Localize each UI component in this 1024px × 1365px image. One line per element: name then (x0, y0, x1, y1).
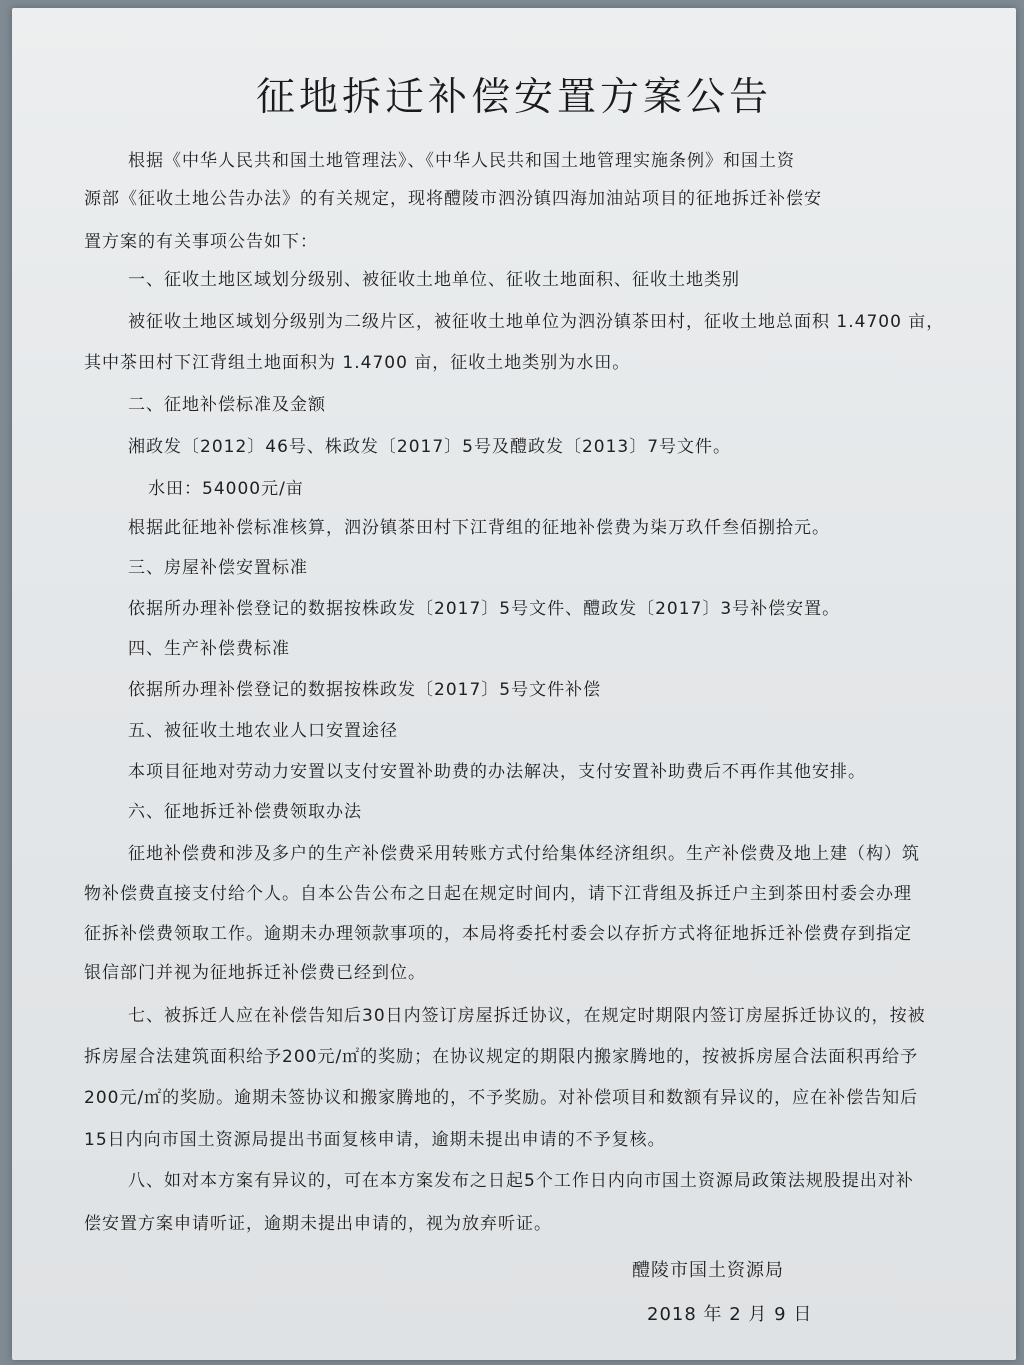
signature-date: 2018 年 2 月 9 日 (647, 1304, 813, 1325)
paragraph-line: 依据所办理补偿登记的数据按株政发〔2017〕5号文件补偿 (128, 680, 602, 700)
paragraph-line: 水田：54000元/亩 (148, 479, 304, 499)
paragraph-line: 依据所办理补偿登记的数据按株政发〔2017〕5号文件、醴政发〔2017〕3号补偿安置。 (128, 599, 841, 619)
paragraph-line: 银信部门并视为征地拆迁补偿费已经到位。 (84, 963, 426, 983)
paragraph-line: 征地补偿费和涉及多户的生产补偿费采用转账方式付给集体经济组织。生产补偿费及地上建（构）筑 (128, 844, 920, 864)
paragraph-line: 物补偿费直接支付给个人。自本公告公布之日起在规定时间内，请下江背组及拆迁户主到茶田村委会办理 (84, 884, 912, 904)
paragraph-line: 湘政发〔2012〕46号、株政发〔2017〕5号及醴政发〔2013〕7号文件。 (128, 437, 732, 457)
paragraph-line: 其中茶田村下江背组土地面积为 1.4700 亩，征收土地类别为水田。 (84, 353, 631, 373)
paragraph-line: 本项目征地对劳动力安置以支付安置补助费的办法解决，支付安置补助费后不再作其他安排。 (128, 762, 866, 782)
document-content (12, 8, 1016, 1360)
section-heading: 六、征地拆迁补偿费领取办法 (128, 802, 362, 822)
paragraph-line: 源部《征收土地公告办法》的有关规定，现将醴陵市泗汾镇四海加油站项目的征地拆迁补偿安 (84, 189, 822, 209)
paragraph-line: 被征收土地区域划分级别为二级片区，被征收土地单位为泗汾镇茶田村，征收土地总面积 1.4700 亩， (128, 312, 945, 332)
section-heading: 八、如对本方案有异议的，可在本方案发布之日起5个工作日内向市国土资源局政策法规股提出对补 (128, 1171, 914, 1191)
section-heading: 一、征收土地区域划分级别、被征收土地单位、征收土地面积、征收土地类别 (128, 270, 740, 290)
section-heading: 三、房屋补偿安置标准 (128, 558, 308, 578)
paragraph-line: 偿安置方案申请听证，逾期未提出申请的，视为放弃听证。 (84, 1214, 552, 1234)
document-title: 征地拆迁补偿安置方案公告 (255, 75, 772, 120)
section-heading: 二、征地补偿标准及金额 (128, 395, 326, 415)
paragraph-line: 15日内向市国土资源局提出书面复核申请，逾期未提出申请的不予复核。 (84, 1130, 666, 1150)
document-paper (12, 8, 1016, 1360)
paragraph-line: 200元/㎡的奖励。逾期未签协议和搬家腾地的，不予奖励。对补偿项目和数额有异议的，应在补偿告知后 (84, 1088, 919, 1108)
paragraph-line: 置方案的有关事项公告如下： (84, 232, 318, 252)
paragraph-line: 征拆补偿费领取工作。逾期未办理领款事项的，本局将委托村委会以存折方式将征地拆迁补偿费存到指定 (84, 924, 912, 944)
paragraph-line: 根据《中华人民共和国土地管理法》、《中华人民共和国土地管理实施条例》和国土资 (128, 151, 795, 171)
paragraph-line: 根据此征地补偿标准核算，泗汾镇茶田村下江背组的征地补偿费为柒万玖仟叁佰捌拾元。 (128, 518, 830, 538)
section-heading: 五、被征收土地农业人口安置途径 (128, 721, 398, 741)
signature-organization: 醴陵市国土资源局 (632, 1260, 784, 1281)
section-heading: 七、被拆迁人应在补偿告知后30日内签订房屋拆迁协议，在规定时期限内签订房屋拆迁协议的，按被 (128, 1006, 926, 1026)
section-heading: 四、生产补偿费标准 (128, 639, 290, 659)
paragraph-line: 拆房屋合法建筑面积给予200元/㎡的奖励；在协议规定的期限内搬家腾地的，按被拆房屋合法面积再给予 (84, 1047, 919, 1067)
